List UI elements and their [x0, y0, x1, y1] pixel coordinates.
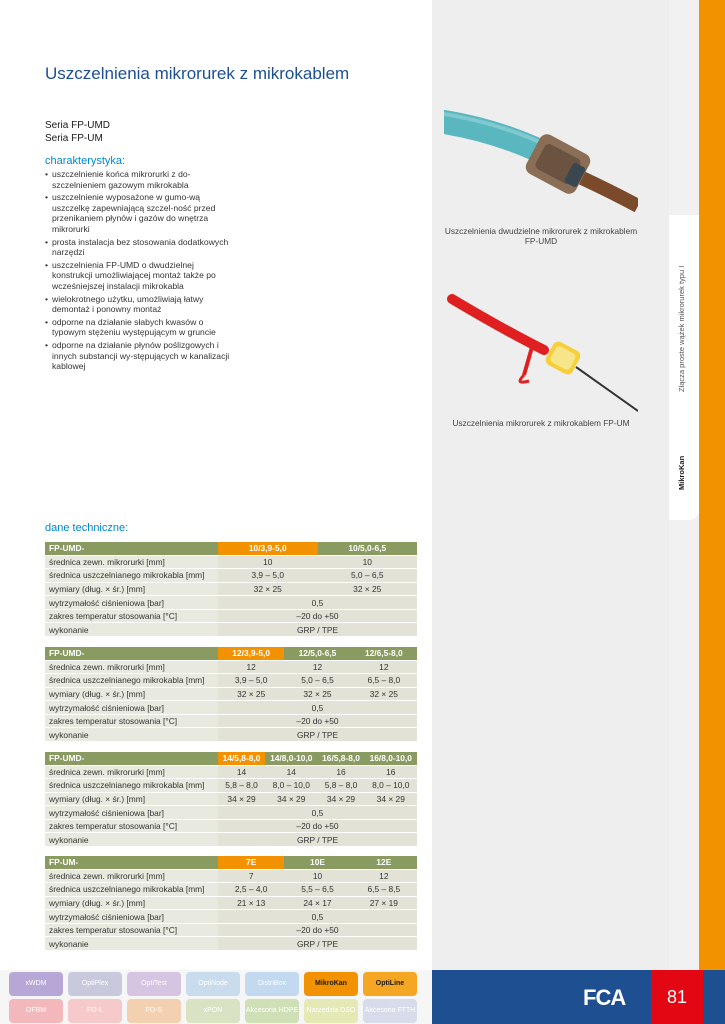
cell: –20 do +50 — [218, 714, 417, 728]
cell: 5,0 – 6,5 — [284, 674, 350, 688]
table-name: FP-UMD- — [45, 542, 218, 555]
cell: 34 × 29 — [265, 792, 317, 806]
table-row — [45, 910, 417, 924]
photo-fp-umd — [444, 100, 638, 220]
nav-button-akcesoria-ftth[interactable]: Akcesoria FTTH — [363, 999, 417, 1023]
cell: 32 × 25 — [318, 582, 418, 596]
table-row — [45, 937, 417, 951]
table-header-row — [45, 647, 417, 660]
cell: 7 — [218, 869, 284, 883]
feature-item: • wielokrotnego użytku, umożliwiają łatwy demontaż i ponowny montaż — [45, 294, 235, 315]
table-row — [45, 569, 417, 583]
features-list — [45, 169, 235, 374]
cell: 12 — [284, 660, 350, 674]
row-label: zakres temperatur stosowania [°C] — [45, 714, 218, 728]
col-header: 14/8,0-10,0 — [265, 752, 317, 765]
series-2: Seria FP-UM — [45, 133, 103, 144]
col-header: 10/3,9-5,0 — [218, 542, 318, 555]
nav-button-optiline[interactable]: OptiLine — [363, 972, 417, 996]
table-header-row — [45, 856, 417, 869]
col-header: 10E — [284, 856, 350, 869]
row-label: wykonanie — [45, 728, 218, 742]
cell: 5,5 – 6,5 — [284, 883, 350, 897]
features-heading: charakterystyka: — [45, 155, 126, 167]
cell: 14 — [218, 765, 265, 779]
row-label: wykonanie — [45, 623, 218, 637]
table-row — [45, 765, 417, 779]
cell: 5,8 – 8,0 — [317, 779, 364, 793]
row-label: wykonanie — [45, 937, 218, 951]
col-header: 10/5,0-6,5 — [318, 542, 418, 555]
cell: 27 × 19 — [351, 896, 417, 910]
cell: –20 do +50 — [218, 923, 417, 937]
nav-button-mikrokan[interactable]: MikroKan — [304, 972, 358, 996]
side-section-label: MikroKan — [677, 455, 686, 490]
row-label: średnica uszczelnianego mikrokabla [mm] — [45, 674, 218, 688]
row-label: wymiary (dług. × śr.) [mm] — [45, 687, 218, 701]
spec-table-3 — [45, 752, 417, 847]
col-header: 12/5,0-6,5 — [284, 647, 350, 660]
table-row — [45, 819, 417, 833]
row-label: średnica zewn. mikrorurki [mm] — [45, 869, 218, 883]
col-header: 12/6,5-8,0 — [351, 647, 417, 660]
cell: 34 × 29 — [365, 792, 417, 806]
table-row — [45, 609, 417, 623]
cell: 34 × 29 — [317, 792, 364, 806]
cell: 6,5 – 8,0 — [351, 674, 417, 688]
table-name: FP-UM- — [45, 856, 218, 869]
feature-item: • uszczelnienia FP-UMD o dwudzielnej konstrukcji umożliwiającej montaż także po wcześniejszej instalacji mikrokabla — [45, 260, 235, 292]
col-header: 16/5,8-8,0 — [317, 752, 364, 765]
table-row — [45, 779, 417, 793]
col-header: 12/3,9-5,0 — [218, 647, 284, 660]
table-header-row — [45, 752, 417, 765]
row-label: zakres temperatur stosowania [°C] — [45, 819, 218, 833]
table-row — [45, 714, 417, 728]
cell: 16 — [317, 765, 364, 779]
fca-logo: FCA — [583, 985, 626, 1010]
row-label: średnica zewn. mikrorurki [mm] — [45, 660, 218, 674]
caption-fp-um: Uszczelnienia mikrorurek z mikrokablem FP-UM — [452, 418, 630, 428]
row-label: wymiary (dług. × śr.) [mm] — [45, 792, 218, 806]
photo-fp-um — [444, 285, 638, 415]
nav-button-fo-s[interactable]: FO-S — [127, 999, 181, 1023]
table-row — [45, 833, 417, 847]
cell: 3,9 – 5,0 — [218, 674, 284, 688]
cell: 12 — [351, 660, 417, 674]
cell: 8,0 – 10,0 — [365, 779, 417, 793]
table-row — [45, 582, 417, 596]
row-label: średnica uszczelnianego mikrokabla [mm] — [45, 883, 218, 897]
cell: 24 × 17 — [284, 896, 350, 910]
table-row — [45, 896, 417, 910]
spec-table-4 — [45, 856, 417, 951]
table-name: FP-UMD- — [45, 647, 218, 660]
cell: 5,8 – 8,0 — [218, 779, 265, 793]
cell: 10 — [318, 555, 418, 569]
bottom-nav — [0, 970, 432, 1024]
row-label: zakres temperatur stosowania [°C] — [45, 923, 218, 937]
cell: 32 × 25 — [284, 687, 350, 701]
cell: GRP / TPE — [218, 623, 417, 637]
table-row — [45, 728, 417, 742]
cell: 16 — [365, 765, 417, 779]
table-row — [45, 623, 417, 637]
cell: 3,9 – 5,0 — [218, 569, 318, 583]
cell: 0,5 — [218, 806, 417, 820]
nav-button-xwdm[interactable]: xWDM — [9, 972, 63, 996]
col-header: 7E — [218, 856, 284, 869]
cell: 32 × 25 — [351, 687, 417, 701]
cell: 14 — [265, 765, 317, 779]
nav-button-ofbm[interactable]: OFBM — [9, 999, 63, 1023]
row-label: wykonanie — [45, 833, 218, 847]
nav-button-xpon[interactable]: xPON — [186, 999, 240, 1023]
row-label: wytrzymałość ciśnieniowa [bar] — [45, 910, 218, 924]
feature-item: • odporne na działanie płynów poślizgowych i innych substancji wy-stępujących w kanalizacji kablowej — [45, 340, 235, 372]
table-row — [45, 660, 417, 674]
cell: 32 × 25 — [218, 687, 284, 701]
caption-fp-umd: Uszczelnienia dwudzielne mikrorurek z mikrokablem FP-UMD — [444, 226, 638, 246]
feature-item: • odporne na działanie słabych kwasów o typowym stężeniu występującym w gruncie — [45, 317, 235, 338]
cell: 6,5 – 8,5 — [351, 883, 417, 897]
cell: 12 — [218, 660, 284, 674]
col-header: 16/8,0-10,0 — [365, 752, 417, 765]
col-header: 12E — [351, 856, 417, 869]
page-title: Uszczelnienia mikrorurek z mikrokablem — [45, 64, 350, 83]
cell: 0,5 — [218, 596, 417, 610]
fp-um-image — [444, 285, 638, 415]
cell: 12 — [351, 869, 417, 883]
cell: –20 do +50 — [218, 819, 417, 833]
row-label: wymiary (dług. × śr.) [mm] — [45, 896, 218, 910]
row-label: średnica zewn. mikrorurki [mm] — [45, 555, 218, 569]
series-block — [45, 119, 110, 145]
nav-button-distribox[interactable]: DistriBox — [245, 972, 299, 996]
cell: 32 × 25 — [218, 582, 318, 596]
table-row — [45, 792, 417, 806]
feature-item: • uszczelnienie końca mikrorurki z do-szczelnieniem gazowym mikrokabla — [45, 169, 235, 190]
row-label: średnica zewn. mikrorurki [mm] — [45, 765, 218, 779]
cell: 8,0 – 10,0 — [265, 779, 317, 793]
table-row — [45, 596, 417, 610]
cell: 0,5 — [218, 701, 417, 715]
table-row — [45, 883, 417, 897]
nav-button-akcesoria-hdpe[interactable]: Akcesoria HDPE — [245, 999, 299, 1023]
col-header: 14/5,8-8,0 — [218, 752, 265, 765]
nav-button-narzędzia-dso[interactable]: Narzędzia DSO — [304, 999, 358, 1023]
nav-button-optinode[interactable]: OptiNode — [186, 972, 240, 996]
table-name: FP-UMD- — [45, 752, 218, 765]
row-label: średnica uszczelnianego mikrokabla [mm] — [45, 569, 218, 583]
table-row — [45, 674, 417, 688]
spec-table-2 — [45, 647, 417, 742]
cell: GRP / TPE — [218, 833, 417, 847]
cell: 21 × 13 — [218, 896, 284, 910]
table-row — [45, 555, 417, 569]
cell: 34 × 29 — [218, 792, 265, 806]
nav-button-optiplex[interactable]: OptiPlex — [68, 972, 122, 996]
nav-button-fo-l[interactable]: FO-L — [68, 999, 122, 1023]
cell: 5,0 – 6,5 — [318, 569, 418, 583]
row-label: wytrzymałość ciśnieniowa [bar] — [45, 806, 218, 820]
cell: GRP / TPE — [218, 728, 417, 742]
cell: –20 do +50 — [218, 609, 417, 623]
spec-table-1 — [45, 542, 417, 637]
cell: 2,5 – 4,0 — [218, 883, 284, 897]
table-row — [45, 923, 417, 937]
row-label: wymiary (dług. × śr.) [mm] — [45, 582, 218, 596]
page-number: 81 — [651, 970, 703, 1024]
side-category-label: Złącza proste wążek mikrorurek typu I — [677, 265, 686, 392]
nav-button-optitest[interactable]: OptiTest — [127, 972, 181, 996]
cell: GRP / TPE — [218, 937, 417, 951]
feature-item: • uszczelnienie wyposażone w gumo-wą uszczelkę zapewniającą szczel-ność przed przenikaniem płynów i gazów do wnętrza mikrorurki — [45, 192, 235, 234]
row-label: wytrzymałość ciśnieniowa [bar] — [45, 701, 218, 715]
series-1: Seria FP-UMD — [45, 120, 111, 131]
feature-item: • prosta instalacja bez stosowania dodatkowych narzędzi — [45, 237, 235, 258]
cell: 10 — [284, 869, 350, 883]
row-label: wytrzymałość ciśnieniowa [bar] — [45, 596, 218, 610]
table-header-row — [45, 542, 417, 555]
row-label: średnica uszczelnianego mikrokabla [mm] — [45, 779, 218, 793]
cell: 0,5 — [218, 910, 417, 924]
table-row — [45, 869, 417, 883]
table-row — [45, 687, 417, 701]
table-row — [45, 806, 417, 820]
cell: 10 — [218, 555, 318, 569]
side-orange-bar — [699, 0, 725, 1024]
table-row — [45, 701, 417, 715]
fp-umd-image — [444, 100, 638, 220]
tech-heading: dane techniczne: — [45, 522, 129, 534]
row-label: zakres temperatur stosowania [°C] — [45, 609, 218, 623]
